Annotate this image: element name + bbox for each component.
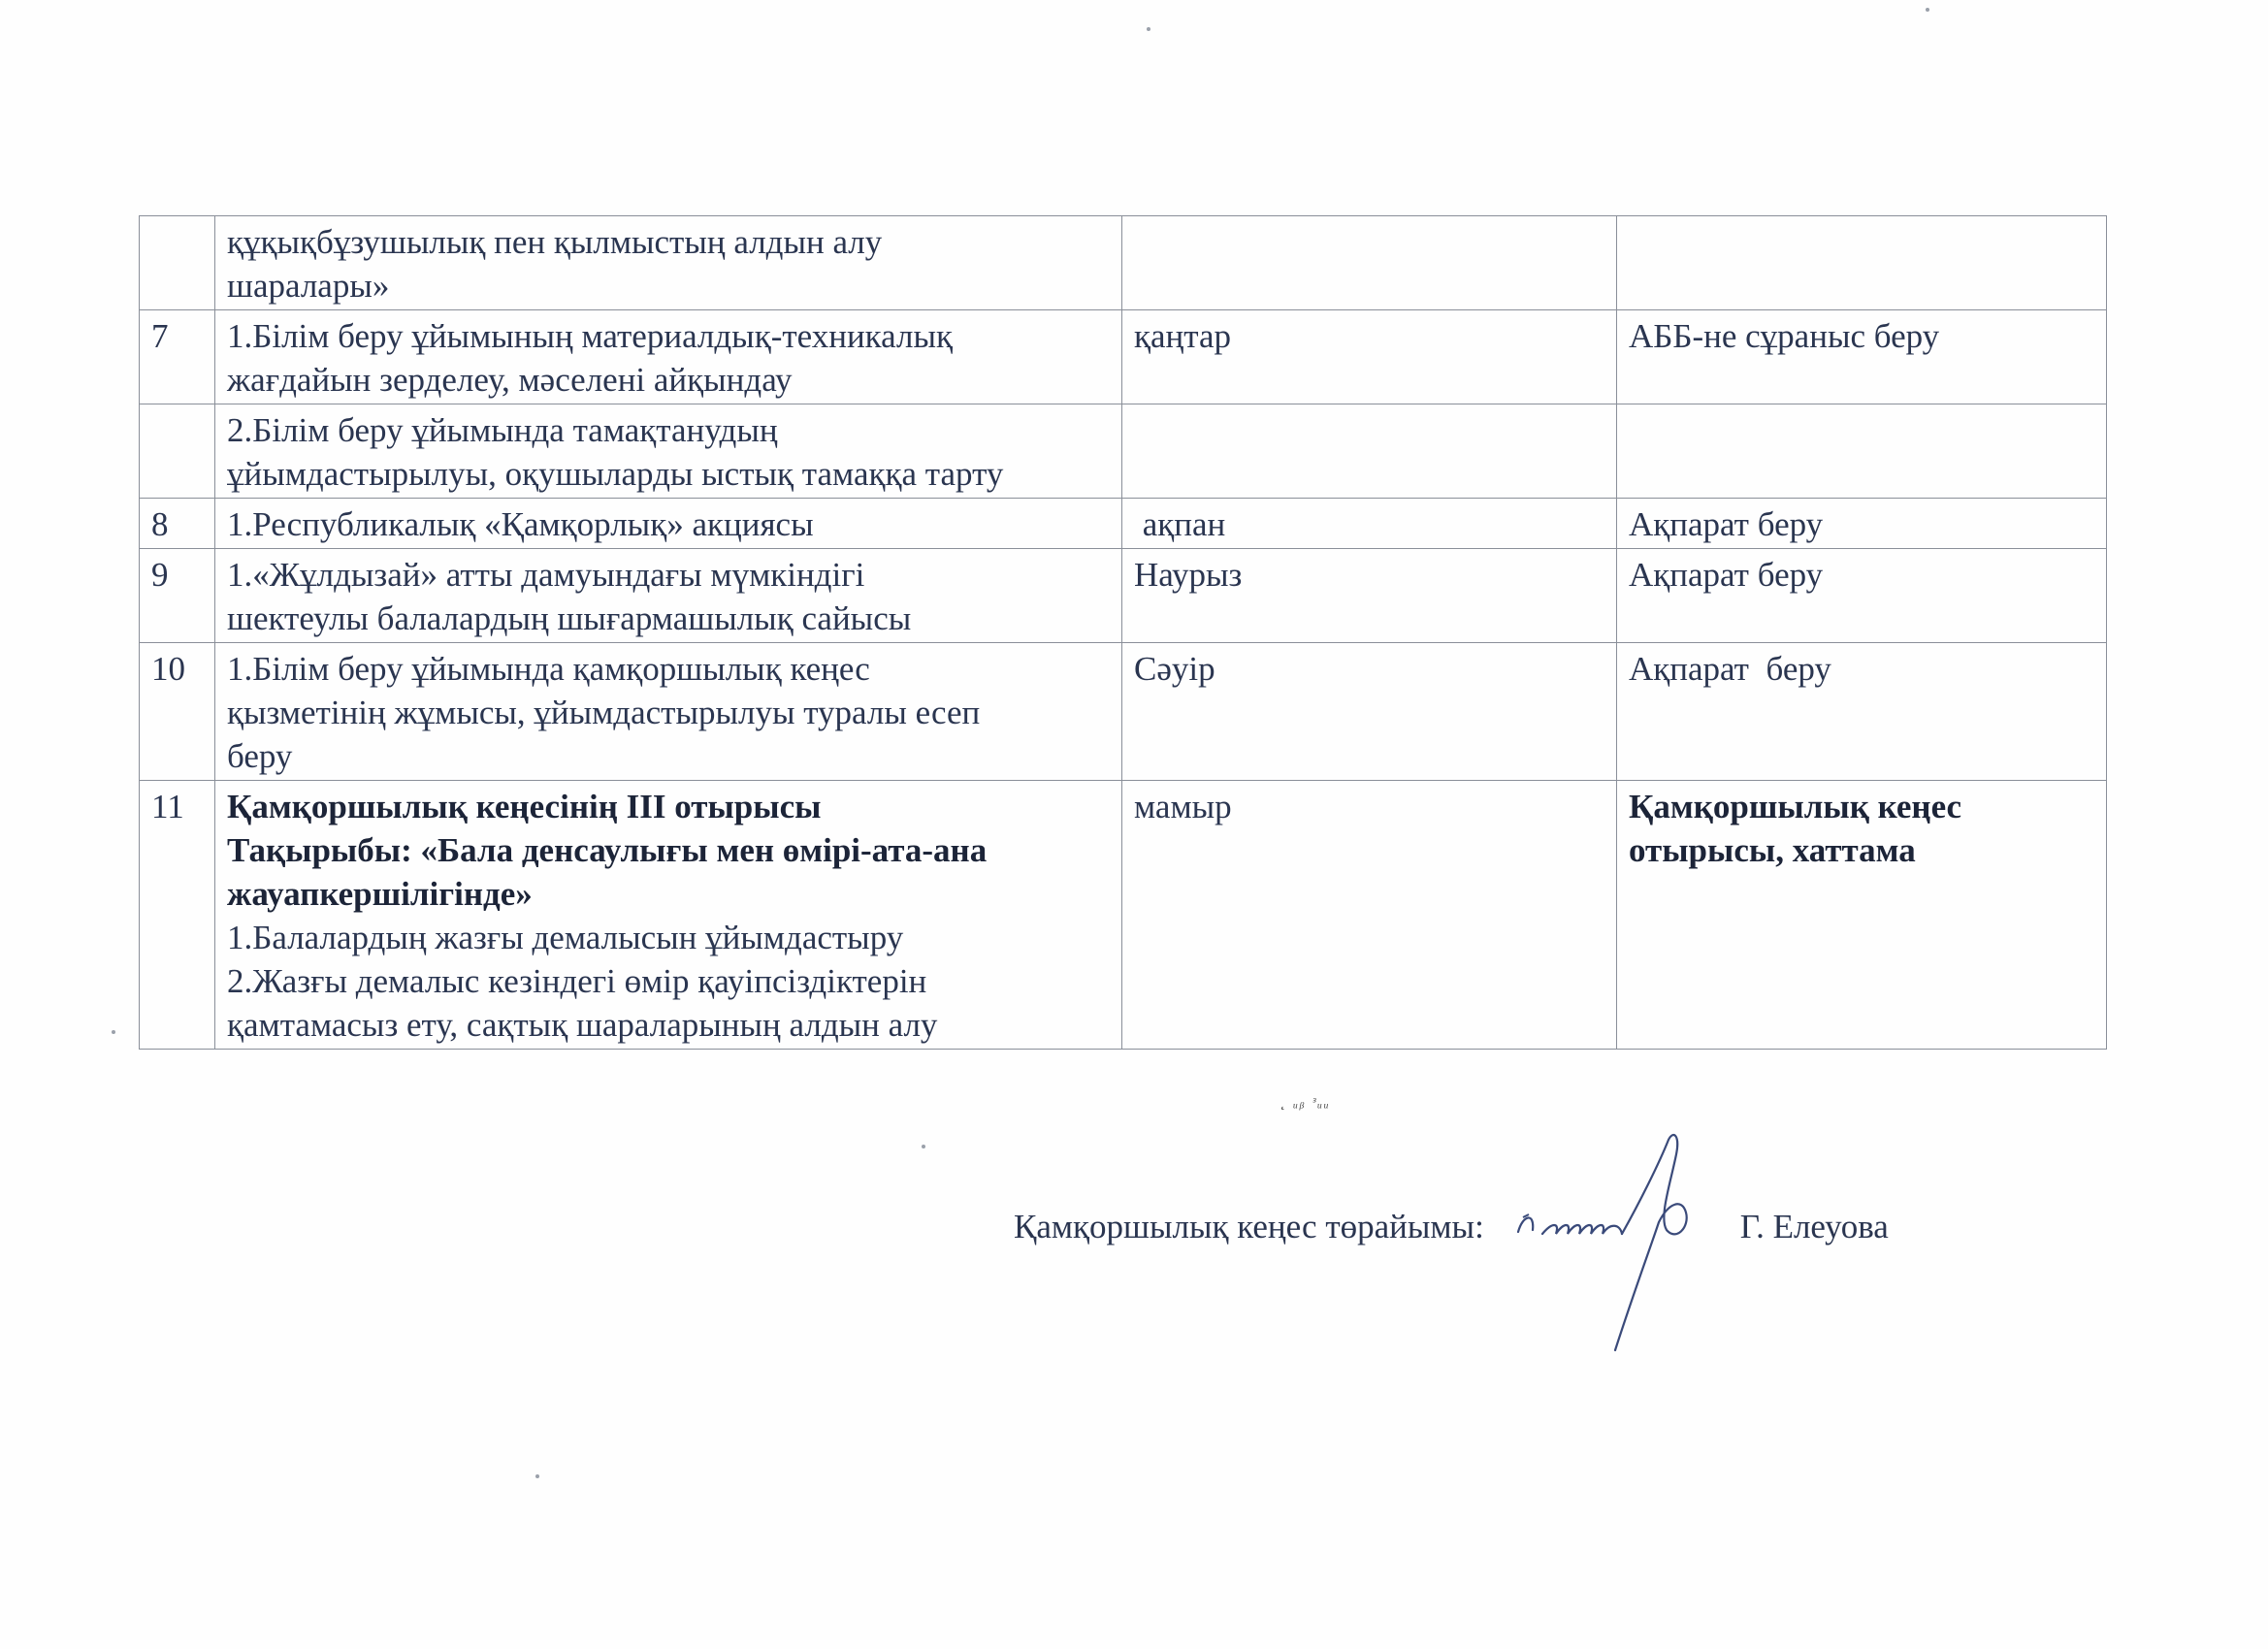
table-row <box>140 216 2107 310</box>
table-row <box>140 781 2107 1050</box>
date-cell: Сәуір <box>1122 643 1617 781</box>
date-cell: ақпан <box>1122 499 1617 549</box>
signature-line <box>1014 1208 1889 1246</box>
event-line: 1.Білім беру ұйымында қамқоршылық кеңес <box>227 650 870 688</box>
event-line: қызметінің жұмысы, ұйымдастырылуы туралы есеп <box>227 694 981 731</box>
event-heading-line: Тақырыбы: «Бала денсаулығы мен өмірі-ата-ана <box>227 831 988 869</box>
form-cell <box>1617 216 2107 310</box>
event-heading-line: Қамқоршылық кеңесінің ІІІ отырысы <box>227 788 822 825</box>
form-cell <box>1617 781 2107 1050</box>
event-cell <box>215 310 1122 404</box>
event-line: 1.Республикалық «Қамқорлық» акциясы <box>227 505 814 543</box>
date-cell: Наурыз <box>1122 549 1617 643</box>
row-number <box>140 404 215 499</box>
event-line: 1.Білім беру ұйымының материалдық-техникалық <box>227 317 953 355</box>
table-row <box>140 643 2107 781</box>
form-line: Қамқоршылық кеңес <box>1629 788 1962 825</box>
row-number <box>140 216 215 310</box>
event-line: 2.Білім беру ұйымында тамақтанудың <box>227 411 778 449</box>
event-line: ұйымдастырылуы, оқушыларды ыстық тамаққа тарту <box>227 455 1004 493</box>
event-line: шаралары» <box>227 267 390 305</box>
event-line: қамтамасыз ету, сақтық шараларының алдын алу <box>227 1006 938 1044</box>
event-line: 1.«Жұлдызай» атты дамуындағы мүмкіндігі <box>227 556 865 594</box>
date-cell: қаңтар <box>1122 310 1617 404</box>
event-line: 1.Балалардың жазғы демалысын ұйымдастыру <box>227 919 904 956</box>
plan-table <box>139 215 2107 1050</box>
form-line: отырысы, хаттама <box>1629 831 1916 869</box>
scan-speck <box>1926 8 1929 12</box>
event-cell <box>215 643 1122 781</box>
signature-name: Г. Елеуова <box>1739 1208 1889 1245</box>
date-cell <box>1122 404 1617 499</box>
row-number: 8 <box>140 499 215 549</box>
event-line: шектеулы балалардың шығармашылық сайысы <box>227 599 912 637</box>
event-line: құқықбұзушылық пен қылмыстың алдын алу <box>227 223 883 261</box>
event-line: беру <box>227 737 293 775</box>
table-row <box>140 404 2107 499</box>
form-cell: АББ-не сұраныс беру <box>1617 310 2107 404</box>
form-cell: Ақпарат беру <box>1617 549 2107 643</box>
table-row <box>140 310 2107 404</box>
form-cell: Ақпарат беру <box>1617 643 2107 781</box>
form-cell: Ақпарат беру <box>1617 499 2107 549</box>
event-cell <box>215 781 1122 1050</box>
scan-speck <box>112 1030 115 1034</box>
table-row <box>140 549 2107 643</box>
event-cell <box>215 404 1122 499</box>
date-cell: мамыр <box>1122 781 1617 1050</box>
scan-speck <box>922 1145 925 1148</box>
row-number: 11 <box>140 781 215 1050</box>
form-cell <box>1617 404 2107 499</box>
event-line: жағдайын зерделеу, мәселені айқындау <box>227 361 793 399</box>
row-number: 9 <box>140 549 215 643</box>
event-cell <box>215 216 1122 310</box>
row-number: 7 <box>140 310 215 404</box>
row-number: 10 <box>140 643 215 781</box>
table-row <box>140 499 2107 549</box>
small-scribble-mark: ˛ ᵤᵦ ᵌᵤᵤ <box>1280 1094 1331 1111</box>
scan-speck <box>535 1474 539 1478</box>
event-cell <box>215 549 1122 643</box>
event-cell <box>215 499 1122 549</box>
scan-speck <box>1147 27 1150 31</box>
event-heading-line: жауапкершілігінде» <box>227 875 533 913</box>
date-cell <box>1122 216 1617 310</box>
signature-role: Қамқоршылық кеңес төрайымы: <box>1014 1208 1484 1245</box>
event-line: 2.Жазғы демалыс кезіндегі өмір қауіпсіздіктерін <box>227 962 927 1000</box>
